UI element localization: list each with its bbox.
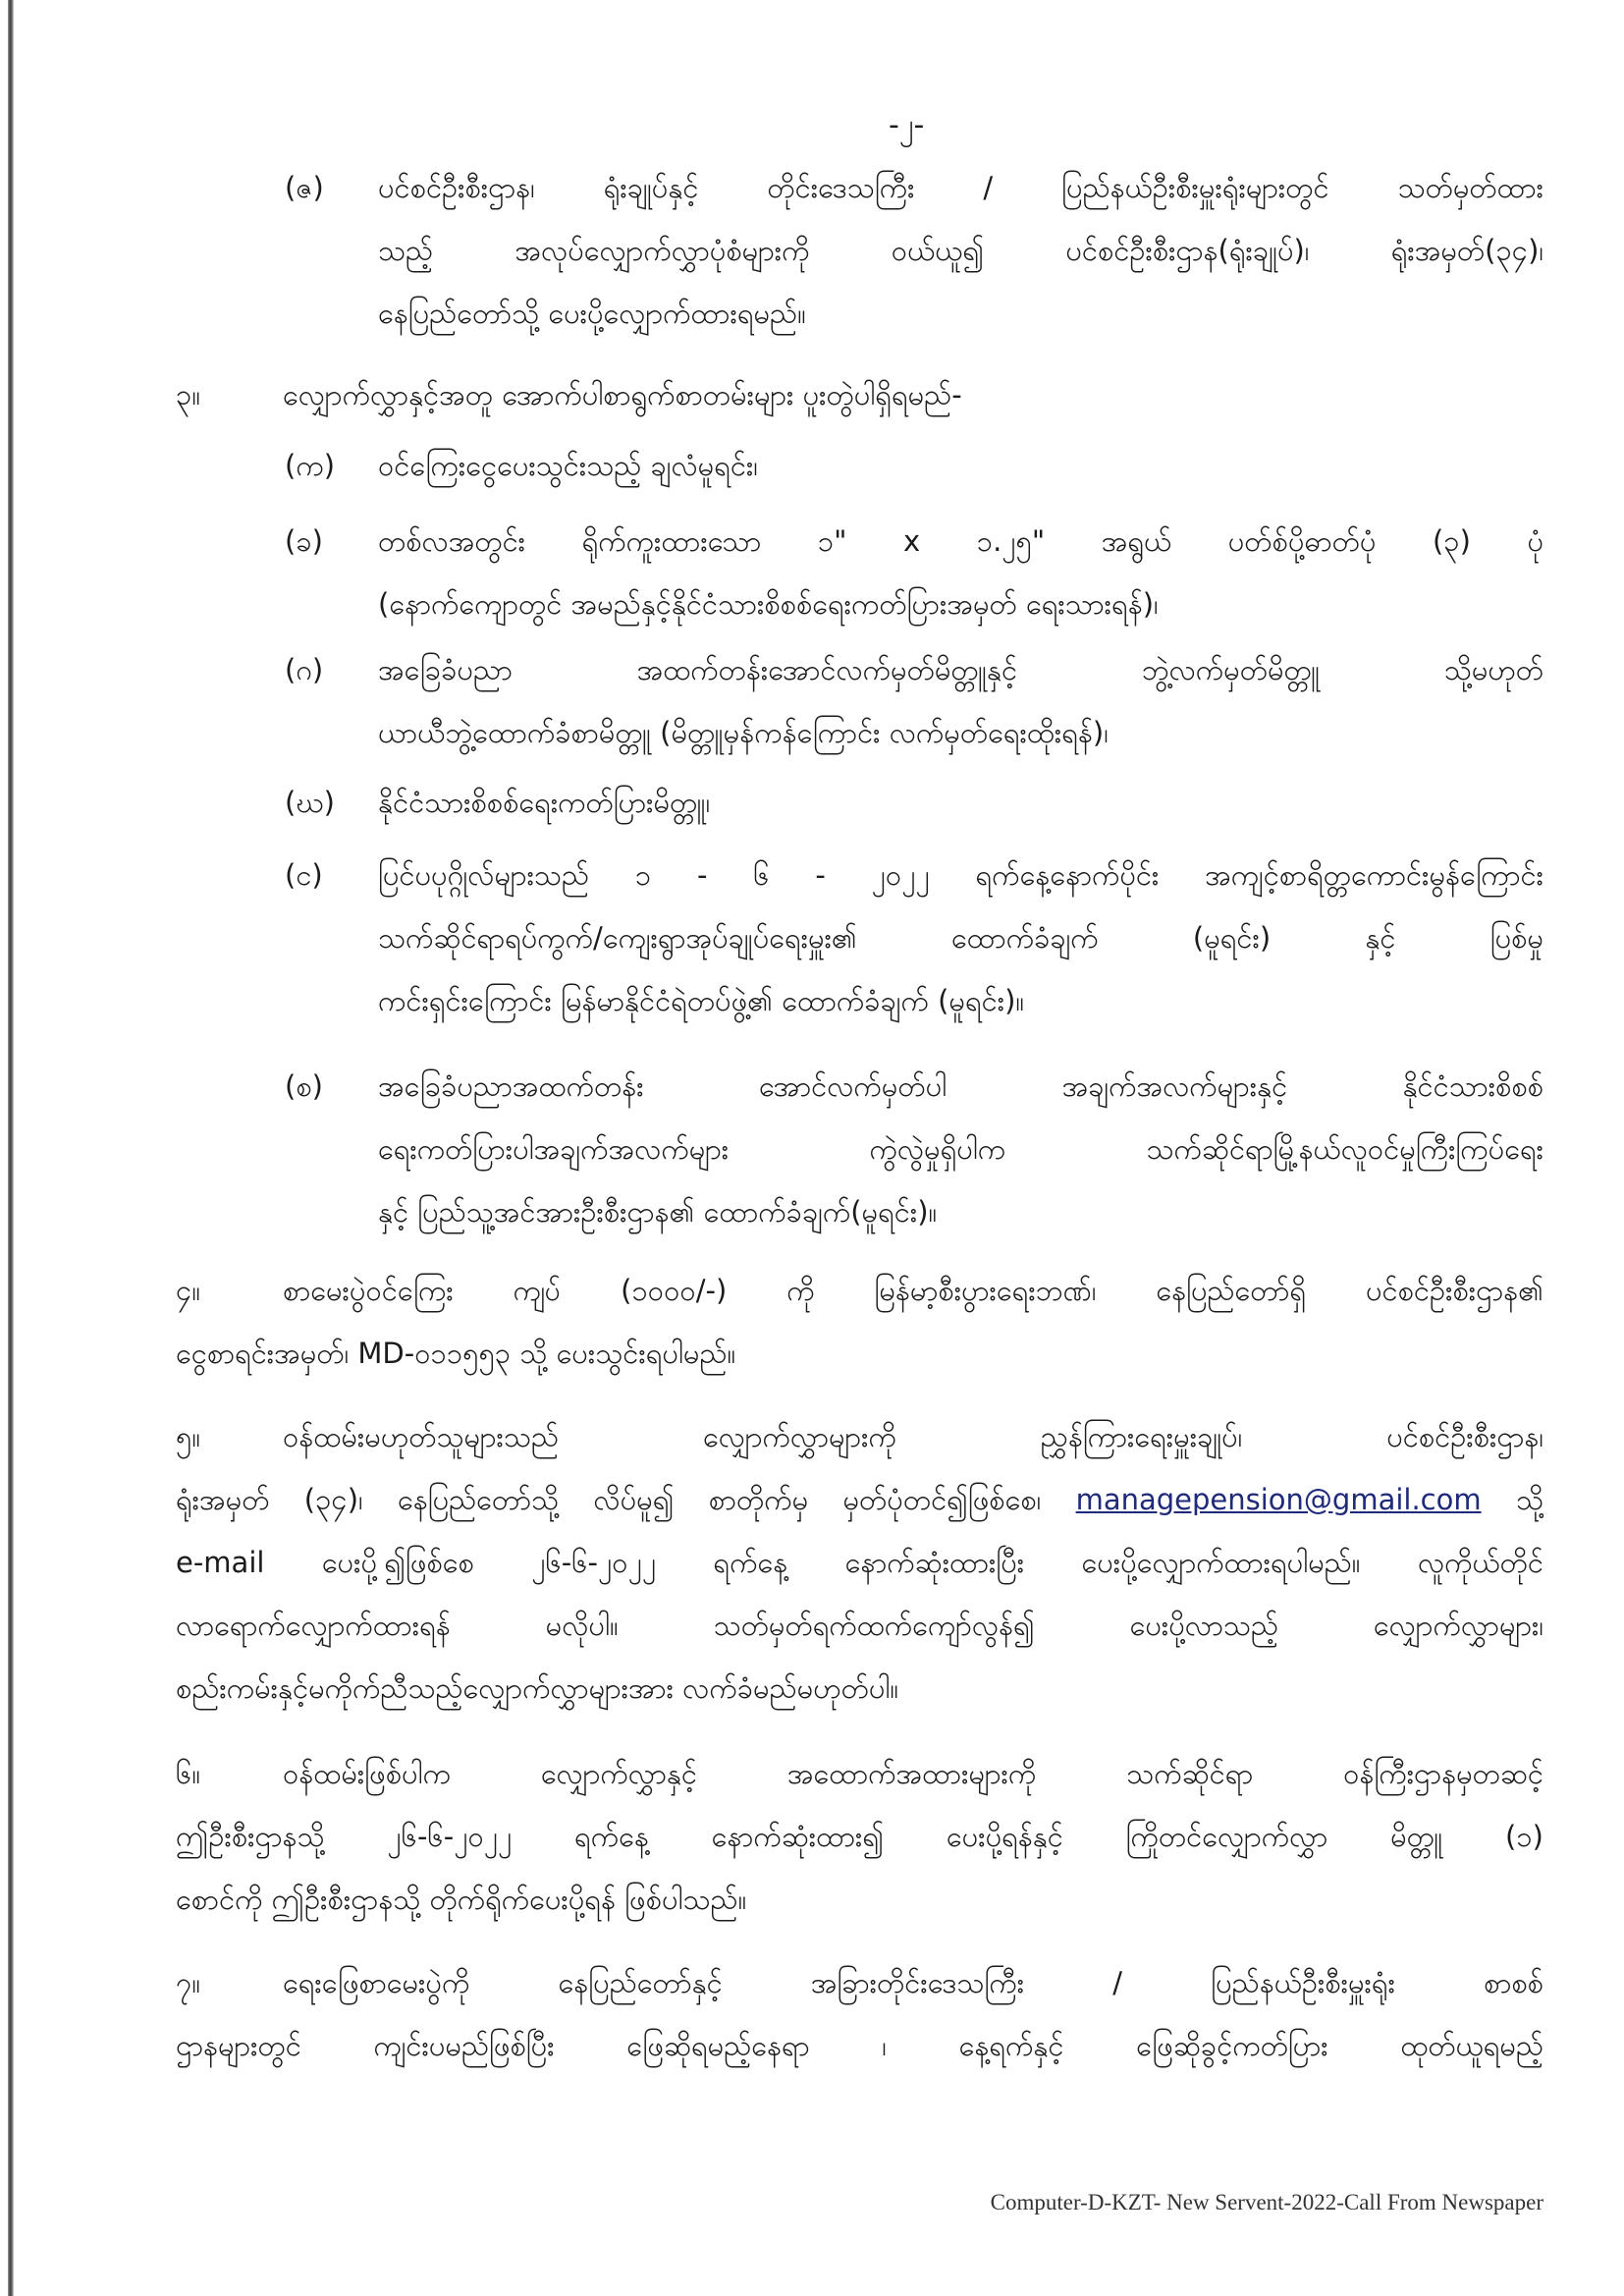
item-line: တစ်လအတွင်း ရိုက်ကူးထားသော ၁" x ၁.၂၅" အရွယ် ပတ်စ်ပို့ဓာတ်ပုံ (၃) ပုံ — [378, 524, 1543, 558]
section-number: ၃။ — [176, 378, 201, 411]
paragraph-text: သို့ — [1481, 1483, 1543, 1516]
paragraph-line: ဌာနများတွင် ကျင်းပမည်ဖြစ်ပြီး ဖြေဆိုရမည့်နေရာ ၊ နေ့ရက်နှင့် ဖြေဆိုခွင့်ကတ်ပြား ထုတ်ယူရမည့် — [176, 2029, 1543, 2062]
subitem-ga — [285, 638, 1543, 764]
item-line: နှင့် ပြည်သူ့အင်အားဦးစီးဌာန၏ ထောက်ခံချက်(မူရင်း)။ — [378, 1195, 938, 1229]
item-line: ဝင်ကြေးငွေပေးသွင်းသည့် ချလံမူရင်း၊ — [378, 449, 758, 482]
subitem-kha — [285, 510, 1543, 635]
scan-edge-shadow — [8, 0, 14, 2296]
subitem-ka — [285, 434, 1543, 497]
item-line: အခြေခံပညာ အထက်တန်းအောင်လက်မှတ်မိတ္တူနှင့် ဘွဲ့လက်မှတ်မိတ္တူ သို့မဟုတ် — [378, 653, 1543, 686]
footer-reference: Computer-D-KZT- New Servent-2022-Call From Newspaper — [990, 2190, 1543, 2214]
item-label: (ဇ) — [285, 171, 324, 204]
paragraph-text: ရုံးအမှတ် (၃၄)၊ နေပြည်တော်သို့ လိပ်မူ၍ စာတိုက်မှ မှတ်ပုံတင်၍ဖြစ်စေ၊ — [176, 1483, 1076, 1516]
section-number: ၄။ — [176, 1274, 201, 1307]
paragraph-line: e-mail ပေးပို့၍ဖြစ်စေ ၂၆-၆-၂၀၂၂ ရက်နေ့ နောက်ဆုံးထားပြီး ပေးပို့လျှောက်ထားရပါမည်။ လူကိုယ်တိုင် — [176, 1546, 1543, 1579]
email-address: managepension@gmail.com — [1075, 1483, 1482, 1516]
paragraph-line — [176, 1468, 1543, 1531]
paragraph-line: ဝန်ထမ်းမဟုတ်သူများသည် လျှောက်လွှာများကို ညွှန်ကြားရေးမှူးချုပ်၊ ပင်စင်ဦးစီးဌာန၊ — [283, 1420, 1543, 1453]
subitem-sa — [285, 1055, 1543, 1243]
item-label: (ခ) — [285, 524, 323, 558]
section-4 — [176, 1259, 1543, 1385]
item-line: သည့် အလုပ်လျှောက်လွှာပုံစံများကို ဝယ်ယူ၍ ပင်စင်ဦးစီးဌာန(ရုံးချုပ်)၊ ရုံးအမှတ်(၃၄)၊ — [378, 234, 1543, 267]
paragraph-line: ဝန်ထမ်းဖြစ်ပါက လျှောက်လွှာနှင့် အထောက်အထားများကို သက်ဆိုင်ရာ ဝန်ကြီးဌာနမှတဆင့် — [283, 1757, 1543, 1790]
item-label: (ဂ) — [285, 653, 324, 686]
item-label: (ဃ) — [285, 786, 335, 819]
item-line: သက်ဆိုင်ရာရပ်ကွက်/ကျေးရွာအုပ်ချုပ်ရေးမှူး၏ ထောက်ခံချက် (မူရင်း) နှင့် ပြစ်မှု — [378, 921, 1543, 955]
item-line: နေပြည်တော်သို့ ပေးပို့လျှောက်ထားရမည်။ — [378, 297, 806, 330]
subitem-gha — [285, 771, 1543, 834]
section-number: ၆။ — [176, 1757, 201, 1790]
section-number: ၅။ — [176, 1420, 201, 1453]
paragraph-line: စာမေးပွဲဝင်ကြေး ကျပ် (၁၀၀၀/-) ကို မြန်မာ့စီးပွားရေးဘဏ်၊ နေပြည်တော်ရှိ ပင်စင်ဦးစီးဌာန၏ — [283, 1274, 1543, 1307]
paragraph-line: ရေးဖြေစာမေးပွဲကို နေပြည်တော်နှင့် အခြားတိုင်းဒေသကြီး / ပြည်နယ်ဦးစီးမှူးရုံး စာစစ် — [283, 1966, 1543, 1999]
item-label: (စ) — [285, 1069, 323, 1103]
section-6 — [176, 1742, 1543, 1931]
item-line: ပြင်ပပုဂ္ဂိုလ်များသည် ၁ - ၆ - ၂၀၂၂ ရက်နေ့နောက်ပိုင်း အကျင့်စာရိတ္တကောင်းမွန်ကြောင်း — [378, 858, 1543, 892]
item-line: ရေးကတ်ပြားပါအချက်အလက်များ ကွဲလွဲမှုရှိပါက သက်ဆိုင်ရာမြို့နယ်လူဝင်မှုကြီးကြပ်ရေး — [378, 1132, 1543, 1166]
section-7 — [176, 1951, 1543, 2077]
item-line: ယာယီဘွဲ့ထောက်ခံစာမိတ္တူ (မိတ္တူမှန်ကန်ကြောင်း လက်မှတ်ရေးထိုးရန်)၊ — [378, 716, 1109, 749]
item-label: (င) — [285, 858, 323, 892]
item-line: ကင်းရှင်းကြောင်း မြန်မာနိုင်ငံရဲတပ်ဖွဲ့၏ ထောက်ခံချက် (မူရင်း)။ — [378, 984, 1025, 1017]
item-line: နိုင်ငံသားစိစစ်ရေးကတ်ပြားမိတ္တူ၊ — [378, 786, 711, 819]
section-5 — [176, 1405, 1543, 1720]
paragraph-line: စောင်ကို ဤဦးစီးဌာနသို့ တိုက်ရိုက်ပေးပို့ရန် ဖြစ်ပါသည်။ — [176, 1883, 747, 1916]
item-label: (က) — [285, 449, 336, 482]
item-line: အခြေခံပညာအထက်တန်း အောင်လက်မှတ်ပါ အချက်အလက်များနှင့် နိုင်ငံသားစိစစ် — [378, 1069, 1543, 1103]
paragraph-line: ငွေစာရင်းအမှတ်၊ MD-၀၁၁၅၅၃ သို့ ပေးသွင်းရပါမည်။ — [176, 1337, 736, 1370]
item-zha — [285, 156, 1543, 345]
section-3 — [176, 363, 1543, 426]
section-heading: လျှောက်လွှာနှင့်အတူ အောက်ပါစာရွက်စာတမ်းများ ပူးတွဲပါရှိရမည်- — [283, 378, 962, 411]
paragraph-line: စည်းကမ်းနှင့်မကိုက်ညီသည့်လျှောက်လွှာများအား လက်ခံမည်မဟုတ်ပါ။ — [176, 1671, 899, 1705]
item-line: ပင်စင်ဦးစီးဌာန၊ ရုံးချုပ်နှင့် တိုင်းဒေသကြီး / ပြည်နယ်ဦးစီးမှူးရုံးများတွင် သတ်မှတ်ထား — [378, 171, 1543, 204]
section-number: ၇။ — [176, 1966, 201, 1999]
paragraph-line: ဤဦးစီးဌာနသို့ ၂၆-၆-၂၀၂၂ ရက်နေ့ နောက်ဆုံးထား၍ ပေးပို့ရန်နှင့် ကြိုတင်လျှောက်လွှာ မိတ္တူ (၁) — [176, 1820, 1543, 1853]
page-number: -၂- — [889, 108, 925, 142]
subitem-nga — [285, 844, 1543, 1032]
item-line: (နောက်ကျောတွင် အမည်နှင့်နိုင်ငံသားစိစစ်ရေးကတ်ပြားအမှတ် ရေးသားရန်)၊ — [378, 587, 1159, 621]
paragraph-line: လာရောက်လျှောက်ထားရန် မလိုပါ။ သတ်မှတ်ရက်ထက်ကျော်လွန်၍ ပေးပို့လာသည့် လျှောက်လွှာများ၊ — [176, 1609, 1543, 1642]
